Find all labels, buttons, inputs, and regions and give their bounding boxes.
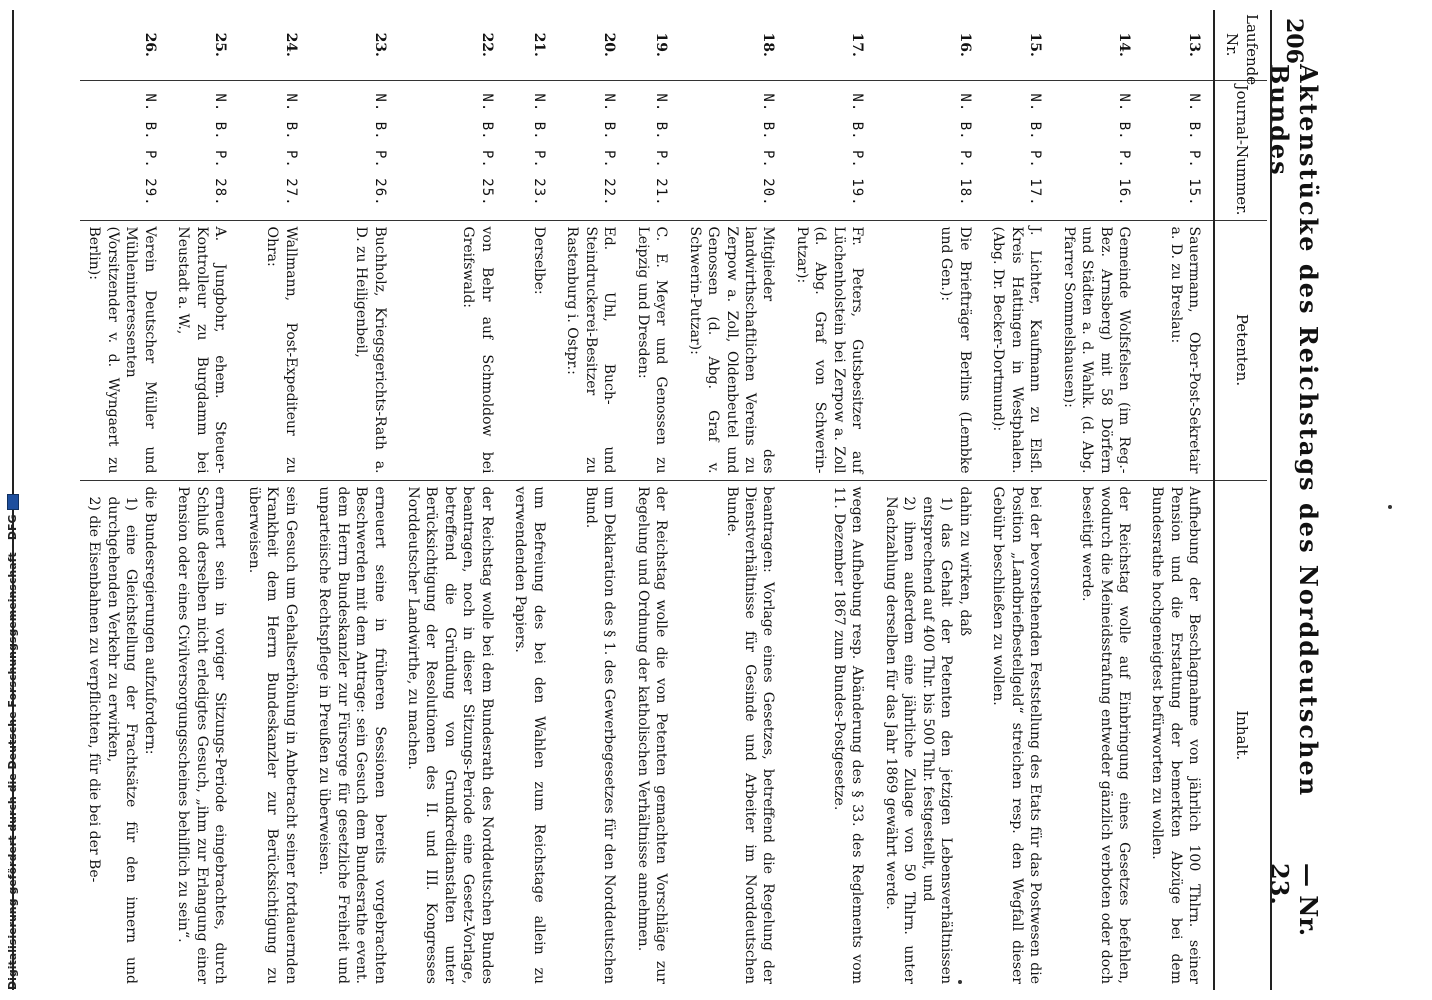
inhalt-text: der Reichstag wolle die von Petenten gemachten Vorschläge zur Regelung und Ordnung der katholischen Verhältnisse annehmen.	[634, 486, 670, 984]
table-row	[788, 10, 877, 990]
journal-number: N. B. P. 27.	[239, 80, 309, 220]
inhalt-cell	[80, 480, 169, 990]
petent-cell: Sauermann, Ober-Post-Sekretair a. D. zu Breslau:	[1143, 220, 1214, 480]
inhalt-cell	[399, 480, 506, 990]
entry-number: 13.	[1186, 32, 1203, 57]
table-row	[506, 10, 558, 990]
inhalt-cell	[628, 480, 680, 990]
inhalt-cell	[239, 480, 309, 990]
entry-number: 22.	[478, 32, 495, 57]
petent-cell: C. E. Meyer und Genossen zu Leipzig und Dresden:	[628, 220, 680, 480]
petition-table	[80, 10, 1267, 990]
entry-number: 14.	[1116, 32, 1132, 57]
inhalt-cell	[1143, 480, 1214, 990]
inhalt-cell	[169, 480, 239, 990]
journal-number: N. B. P. 18.	[876, 80, 983, 220]
inhalt-cell	[876, 480, 983, 990]
petent-cell: Die Briefträger Berlins (Lembke und Gen.):	[876, 220, 983, 480]
column-header-petenten: Petenten.	[1214, 220, 1267, 480]
entry-number: 24.	[282, 32, 299, 57]
inhalt-text: um Deklaration des § 1. des Gewerbegesetzes für den Norddeutschen Bund.	[582, 486, 618, 984]
inhalt-text: Aufhebung der Beschlagnahme von jährlich 100 Thlrn. seiner Pension und die Erstattung der bemerkten Abzüge bei dem Bundesrathe hochgeneigtest befürworten zu wollen.	[1149, 486, 1203, 984]
petent-cell: Derselbe:	[506, 220, 558, 480]
petent-cell: Ed. Uhl, Buch- und Steindruckerei-Besitzer zu Rastenburg i. Ostpr.:	[558, 220, 628, 480]
journal-number: N. B. P. 22.	[558, 80, 628, 220]
inhalt-text: wegen Aufhebung resp. Abänderung des § 33. des Reglements vom 11. Dezember 1867 zum Bundes-Postgesetze.	[830, 486, 866, 984]
table-row	[310, 10, 399, 990]
inhalt-cell	[984, 480, 1054, 990]
journal-number: N. B. P. 17.	[984, 80, 1054, 220]
petent-cell: Wallmann, Post-Expediteur zu Ohra:	[239, 220, 309, 480]
table-row	[1054, 10, 1143, 990]
petent-cell: Verein Deutscher Müller und Mühleninteressenten (Vorsitzender v. d. Wyngaert zu Berlin):	[80, 220, 169, 480]
inhalt-cell	[1054, 480, 1143, 990]
journal-number: N. B. P. 21.	[628, 80, 680, 220]
inhalt-text: der Reichstag wolle bei dem Bundesrath des Norddeutschen Bundes beantragen, noch in dieser Sitzungs-Periode eine Gesetz-Vorlage, betreffend die Gründung von Grundkreditanstalten unter Berücksichtigung der Resolutionen des II. und III. Kongresses Norddeutscher Landwirthe, zu machen.	[405, 486, 495, 984]
inhalt-text: sein Gesuch um Gehaltserhöhung in Anbetracht seiner fortdauernden Krankheit dem Herrn Bundeskanzler zur Berücksichtigung zu überweisen.	[245, 486, 299, 984]
journal-number: N. B. P. 28.	[169, 80, 239, 220]
inhalt-cell	[506, 480, 558, 990]
table-row	[680, 10, 787, 990]
table-row	[239, 10, 309, 990]
petent-cell: J. Lichter, Kaufmann zu Elsfl. Kreis Hattingen in Westphalen. (Abg. Dr. Becker-Dortmund):	[984, 220, 1054, 480]
header-rule	[1270, 10, 1272, 990]
entry-number: 19.	[653, 32, 670, 57]
entry-number: 21.	[530, 32, 547, 57]
journal-number: N. B. P. 20.	[680, 80, 787, 220]
table-row	[628, 10, 680, 990]
entry-number: 18.	[760, 32, 777, 57]
dfg-logo-icon	[7, 494, 19, 510]
petent-cell: von Behr auf Schmoldow bei Greifswald:	[399, 220, 506, 480]
entry-number: 23.	[371, 32, 388, 57]
petent-cell: Gemeinde Wolfsfelsen (im Reg.-Bez. Arnsberg) mit 58 Dörfern und Städten a. d. Wahlk. (d. Abg. Pfarrer Sommelshausen):	[1054, 220, 1143, 480]
table-header-row	[1214, 10, 1267, 990]
entry-number: 16.	[956, 32, 973, 57]
page-number: 206	[1281, 18, 1307, 64]
table-row	[558, 10, 628, 990]
entry-number: 20.	[601, 32, 618, 57]
journal-number: N. B. P. 15.	[1143, 80, 1214, 220]
petent-cell: Mitglieder des landwirthschaftlichen Vereins zu Zerpow a. Zoll, Oldenbeutel und Genossen (d. Abg. Graf v. Schwerin-Putzar):	[680, 220, 787, 480]
petent-cell: A. Jungbohr, ehem. Steuer-Kontrolleur zu Burgdamm bei Neustadt a. W.,	[169, 220, 239, 480]
journal-number: N. B. P. 16.	[1054, 80, 1143, 220]
column-header-nr: Laufende Nr.	[1214, 10, 1267, 80]
document-number: — Nr. 23.	[1265, 863, 1323, 937]
journal-number: N. B. P. 26.	[310, 80, 399, 220]
entry-number: 25.	[212, 32, 229, 57]
inhalt-cell	[788, 480, 877, 990]
table-row	[1143, 10, 1214, 990]
inhalt-text: die Bundesregierungen aufzufordern:	[141, 486, 158, 755]
inhalt-cell	[558, 480, 628, 990]
table-row	[80, 10, 169, 990]
inhalt-text: um Befreiung des bei den Wahlen zum Reichstage allein zu verwendenden Papiers.	[512, 486, 547, 984]
journal-number: N. B. P. 29.	[80, 80, 169, 220]
table-row	[169, 10, 239, 990]
inhalt-text: der Reichstag wolle auf Einbringung eines Gesetzes befehlen, wodurch die Meineidsstrafung entweder gänzlich verboten oder doch beseitigt werde.	[1079, 486, 1132, 984]
table-row	[399, 10, 506, 990]
digitization-credit	[6, 494, 19, 990]
scan-speck	[1388, 505, 1392, 509]
journal-number: N. B. P. 23.	[506, 80, 558, 220]
inhalt-text: erneuert seine in früheren Sessionen bereits vorgebrachten Beschwerden mit dem Antrage: sein Gesuch dem Bundesrathe event. dem Herrn Bundeskanzler zur Fürsorge für gesetzliche Freiheit und unparteiische Rechtspflege in Preußen zu überweisen.	[316, 486, 388, 984]
table-row	[984, 10, 1054, 990]
inhalt-text: dahin zu wirken, daß	[956, 486, 973, 637]
entry-number: 26.	[141, 32, 158, 57]
inhalt-subitem: 1) das Gehalt der Petenten den jetzigen Lebensverhältnissen entsprechend auf 400 Thlr. bis 500 Thlr. festgestellt, und	[919, 496, 955, 984]
inhalt-subitem: 1) eine Gleichstellung der Frachtsätze für den innern und durchgehenden Verkehr zu erwirken,	[104, 496, 140, 984]
petent-cell: Buchholz, Kriegsgerichts-Rath a. D. zu Heiligenbeil,	[310, 220, 399, 480]
table-row	[876, 10, 983, 990]
journal-number: N. B. P. 19.	[788, 80, 877, 220]
credit-text: Digitalisierung gefördert durch die Deutsche Forschungsgemeinschaft - DFG	[6, 514, 19, 990]
column-header-inhalt: Inhalt.	[1214, 480, 1267, 990]
inhalt-subitem: 2) ihnen außerdem eine jährliche Zulage von 50 Thlrn. unter Nachzahlung derselben für das Jahr 1869 gewährt werde.	[882, 496, 918, 984]
inhalt-subitem: 2) die Eisenbahnen zu verpflichten, für die bei der Be-	[86, 496, 103, 883]
page-header	[1265, 18, 1323, 978]
inhalt-text: erneuert sein in voriger Sitzungs-Periode eingebrachtes, durch Schluß derselben nicht erledigtes Gesuch, „ihm zur Erlangung einer Pension oder eines Civilversorgungsscheines behilflich zu sein“.	[175, 486, 229, 984]
inhalt-text: bei der bevorstehenden Feststellung des Etats für das Postwesen die Position „Landbriefbestellgeld“ streichen resp. den Wegfall dieser Gebühr beschließen zu wollen.	[990, 486, 1044, 984]
entry-number: 17.	[849, 32, 866, 57]
column-header-journal: Journal-Nummer.	[1214, 80, 1267, 220]
inhalt-cell	[310, 480, 399, 990]
inhalt-cell	[680, 480, 787, 990]
petent-cell: Fr. Peters, Gutsbesitzer auf Lüchenholstein bei Zerpow a. Zoll (d. Abg. Graf von Schwerin-Putzar):	[788, 220, 877, 480]
inhalt-text: beantragen: Vorlage eines Gesetzes, betreffend die Regelung der Dienstverhältnisse für Gesinde und Arbeiter im Norddeutschen Bunde.	[723, 486, 777, 984]
entry-number: 15.	[1027, 32, 1044, 57]
page-title: Aktenstücke des Reichstags des Norddeutschen Bundes	[1265, 63, 1323, 798]
journal-number: N. B. P. 25.	[399, 80, 506, 220]
